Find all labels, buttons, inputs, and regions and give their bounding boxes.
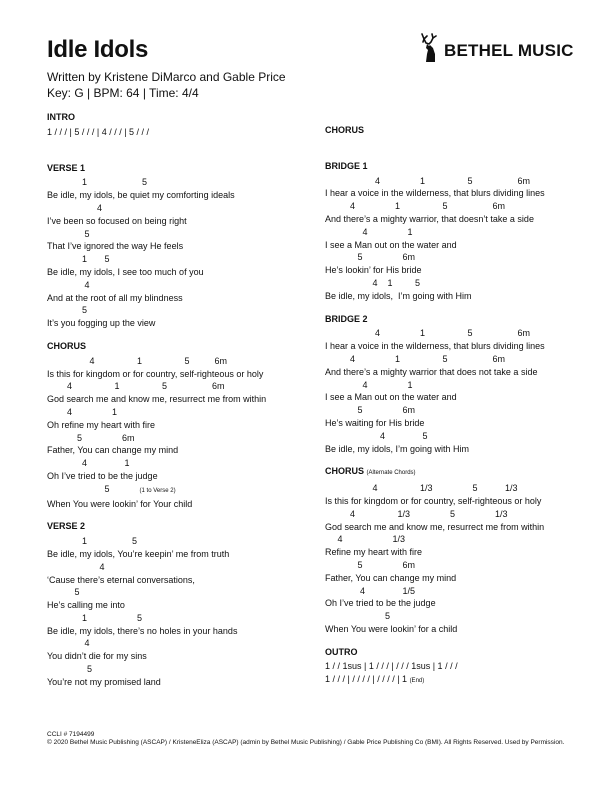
section-intro [47, 111, 307, 139]
chord-line [325, 404, 585, 417]
lyric-line: And there’s a mighty warrior, that doesn’t take a side [325, 213, 534, 224]
chord-text: 4 [47, 638, 90, 649]
lyric-line: He’s lookin’ for His bride [325, 265, 422, 276]
chord-line [325, 353, 585, 366]
chord-text: 4 1 [325, 226, 413, 237]
section-title: CHORUS [325, 125, 365, 135]
chord-line [47, 483, 307, 498]
lyric-line: Father, You can change my mind [47, 445, 179, 456]
chord-text: 1 / / / | / / / / | / / / / | 1 [325, 674, 408, 685]
chord-text: 4 1 5 6m [325, 328, 531, 339]
chord-text: 4 5 [325, 430, 428, 441]
chord-line [47, 279, 307, 292]
copyright-notice: © 2020 Bethel Music Publishing (ASCAP) / KristeneEliza (ASCAP) (admin by Bethel Music Publishing) / Gable Price Publishing Co (BMI). All Rights Reserved. Used by Permission. [47, 739, 565, 747]
lyric-line: When You were lookin’ for Your child [47, 498, 193, 509]
lyric-line: God search me and know me, resurrect me from within [47, 394, 267, 405]
section-chorus-alt [325, 465, 585, 635]
chord-text: 5 6m [325, 252, 416, 263]
chord-text: 1 5 [47, 254, 110, 265]
lyric-line: Refine my heart with fire [325, 547, 423, 558]
chord-text: 1 5 [47, 536, 138, 547]
chord-line [47, 355, 307, 368]
lyric-line: Is this for kingdom or for country, self-righteous or holy [47, 368, 264, 379]
lyric-line: Oh I’ve tried to be the judge [47, 470, 158, 481]
chord-text: 4 1/3 5 1/3 [325, 483, 518, 494]
lyric-line: I see a Man out on the water and [325, 239, 457, 250]
chord-line [47, 637, 307, 650]
chord-text: 5 [47, 305, 88, 316]
lyric-line: I see a Man out on the water and [325, 392, 457, 403]
ccli-number: CCLI # 7194499 [47, 731, 95, 738]
lyric-line: I hear a voice in the wilderness, that blurs dividing lines [325, 188, 545, 199]
lyric-line: When You were lookin’ for a child [325, 623, 458, 634]
lyric-line: Oh I’ve tried to be the judge [325, 598, 436, 609]
section-outro [325, 646, 585, 688]
chord-text: 4 1 [47, 406, 118, 417]
chord-line [325, 226, 585, 239]
chord-text: 5 [47, 228, 90, 239]
section-title: OUTRO [325, 646, 358, 657]
lyric-line: He’s calling me into [47, 600, 125, 611]
footer [47, 731, 567, 748]
section-verse-1 [47, 162, 307, 330]
chord-line: 1 / / 1sus | 1 / / / | / / / 1sus | 1 / / / [325, 661, 458, 672]
section-gap [47, 149, 307, 162]
section-title: INTRO [47, 112, 75, 122]
lyric-line: And at the root of all my blindness [47, 292, 183, 303]
lyric-line: Be idle, my idols, be quiet my comforting ideals [47, 190, 235, 201]
chord-text: 4 [47, 561, 105, 572]
lyric-line: Be idle, my idols, You’re keepin’ me from truth [47, 548, 230, 559]
chord-text: 5 6m [325, 559, 416, 570]
chord-line [325, 559, 585, 572]
chord-line [325, 277, 585, 290]
chord-text: 4 [47, 202, 103, 213]
lyric-line: Be idle, my idols, I see too much of you [47, 266, 204, 277]
chord-line [47, 612, 307, 625]
chord-line [47, 586, 307, 599]
chord-text: 4 1 5 [325, 277, 421, 288]
chord-text: 4 1/3 5 1/3 [325, 508, 508, 519]
chord-text: 5 6m [47, 432, 135, 443]
brand-logo [418, 33, 574, 63]
chord-text: 4 1 5 6m [325, 353, 506, 364]
section-bridge-2 [325, 313, 585, 456]
chord-line [325, 379, 585, 392]
section-title: VERSE 1 [47, 162, 86, 173]
chord-line [47, 406, 307, 419]
chord-line [47, 663, 307, 676]
chord-line [47, 202, 307, 215]
chord-line [47, 380, 307, 393]
chord-line [47, 176, 307, 189]
chord-line [325, 533, 585, 546]
chord-text: 4 [47, 279, 90, 290]
lyric-line: It’s you fogging up the view [47, 318, 156, 329]
chord-line [47, 561, 307, 574]
chord-text: 4 1 5 6m [47, 381, 225, 392]
section-gap [325, 147, 585, 160]
section-bridge-1 [325, 160, 585, 303]
section-title [325, 465, 585, 480]
lyric-line: Oh refine my heart with fire [47, 419, 156, 430]
lyric-line: He’s waiting for His bride [325, 417, 425, 428]
chord-text: 4 1/3 [325, 534, 406, 545]
lyric-line: I hear a voice in the wilderness, that blurs dividing lines [325, 341, 545, 352]
chord-line [325, 673, 585, 688]
chord-line [47, 253, 307, 266]
song-meta: Key: G | BPM: 64 | Time: 4/4 [47, 86, 199, 100]
chord-line [325, 251, 585, 264]
chord-line: 1 / / / | 5 / / / | 4 / / / | 5 / / / [47, 126, 150, 137]
chord-text: 1 5 [47, 177, 148, 188]
section-chorus-ref [325, 124, 585, 137]
left-column [47, 111, 307, 699]
chord-line [325, 430, 585, 443]
section-verse-2 [47, 520, 307, 688]
chord-line [325, 175, 585, 188]
lyric-line: Be idle, my idols, I’m going with Him [325, 290, 472, 301]
chord-text: 4 1 5 6m [325, 201, 506, 212]
section-title: VERSE 2 [47, 521, 86, 532]
lyric-line: You didn’t die for my sins [47, 651, 147, 662]
lyric-line: Be idle, my idols, there’s no holes in your hands [47, 625, 238, 636]
deer-icon [418, 33, 440, 63]
chord-line [325, 200, 585, 213]
chord-text: 5 [47, 664, 93, 675]
chord-line [325, 508, 585, 521]
chord-text: 5 6m [325, 405, 416, 416]
chord-text: 4 1 [325, 379, 413, 390]
chord-text: 4 1 5 6m [325, 175, 531, 186]
chord-line [47, 535, 307, 548]
section-gap [325, 111, 585, 124]
section-title-text: CHORUS [325, 466, 365, 477]
lyric-line: That I’ve ignored the way He feels [47, 241, 184, 252]
chord-line [325, 585, 585, 598]
section-title: BRIDGE 2 [325, 313, 368, 324]
lyric-line: Is this for kingdom or for country, self-righteous or holy [325, 495, 542, 506]
lyric-line: You’re not my promised land [47, 676, 161, 687]
section-title: CHORUS [47, 340, 87, 351]
chord-line [47, 432, 307, 445]
section-title: BRIDGE 1 [325, 160, 368, 171]
lyric-line: And there’s a mighty warrior that does not take a side [325, 366, 538, 377]
lyric-line: God search me and know me, resurrect me from within [325, 521, 545, 532]
end-note: (End) [409, 678, 425, 685]
chord-text: 4 1 5 6m [47, 355, 228, 366]
chord-line [325, 327, 585, 340]
lyric-line: Father, You can change my mind [325, 572, 457, 583]
section-note: (Alternate Chords) [366, 470, 416, 477]
lyric-line: Be idle, my idols, I’m going with Him [325, 443, 470, 454]
song-title: Idle Idols [47, 36, 149, 63]
song-credits: Written by Kristene DiMarco and Gable Price [47, 70, 286, 84]
chord-line [47, 457, 307, 470]
lyric-line: ‘Cause there’s eternal conversations, [47, 574, 195, 585]
chord-line [325, 482, 585, 495]
chord-text: 4 1/5 [325, 585, 416, 596]
chord-text: 5 [325, 611, 391, 622]
brand-name: BETHEL MUSIC [444, 41, 574, 60]
chord-line [325, 610, 585, 623]
section-chorus [47, 340, 307, 510]
chord-line [47, 228, 307, 241]
chord-text: 1 5 [47, 612, 143, 623]
lyric-line: I’ve been so focused on being right [47, 215, 187, 226]
repeat-note: (1 to Verse 2) [139, 487, 176, 494]
chord-text: 5 [47, 483, 110, 494]
right-column [325, 111, 585, 698]
chord-text: 5 [47, 587, 80, 598]
chord-text: 4 1 [47, 458, 130, 469]
chord-line [47, 304, 307, 317]
